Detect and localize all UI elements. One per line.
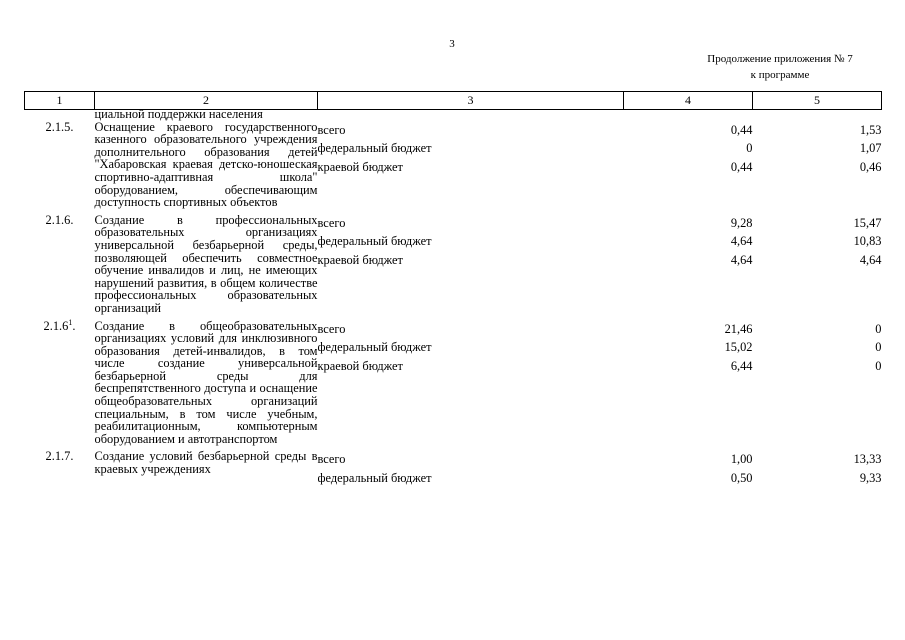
funding-sources [318, 121, 624, 214]
column-5-values [753, 121, 882, 214]
value-cell: 6,44 [730, 358, 753, 373]
value-cell: 0,46 [859, 159, 882, 174]
column-5-values [753, 214, 882, 320]
page-number: 3 [449, 38, 455, 50]
row-number [25, 317, 95, 451]
table-row [25, 121, 882, 214]
value-cell: 15,47 [853, 215, 882, 230]
column-4-values [624, 121, 753, 214]
source-label: всего [317, 321, 346, 336]
source-label: всего [317, 122, 346, 137]
row-number-suffix: . [72, 318, 76, 333]
row-number-text: 2.1.6 [43, 318, 69, 333]
source-label: краевой бюджет [317, 252, 403, 267]
value-cell: 0 [875, 340, 882, 354]
value-cell: 0,50 [730, 470, 753, 485]
funding-sources [318, 450, 624, 487]
source-label: федеральный бюджет [317, 470, 432, 485]
value-cell: 1,53 [859, 122, 882, 137]
table-row [25, 320, 882, 451]
value-cell: 4,64 [730, 234, 753, 249]
value-cell: 0,44 [730, 122, 753, 137]
row-number: 2.1.7. [45, 449, 74, 464]
value-cell: 4,64 [730, 252, 753, 267]
table-row [25, 450, 882, 487]
source-label: федеральный бюджет [317, 340, 432, 354]
table-row [25, 214, 882, 320]
measure-name: Оснащение краевого государственного казенного образовательного учреждения дополнительного образования детей "Хабаровская краевая детско-юношеская спортивно-адаптивная школа" оборудованием, обеспечивающим доступность спортивных объектов [94, 119, 318, 210]
column-4-values [624, 214, 753, 320]
source-label: всего [317, 452, 346, 467]
program-funding-table [24, 91, 882, 487]
value-cell: 9,28 [730, 215, 753, 230]
row-number-superscript: 1 [68, 317, 73, 327]
row-number: 2.1.6. [45, 212, 74, 227]
source-label: федеральный бюджет [317, 234, 432, 249]
source-label: краевой бюджет [317, 358, 403, 373]
value-cell: 0,44 [730, 159, 753, 174]
measure-name: Создание в общеобразовательных организациях условий для инклюзивного образования детей-инвалидов, в том числе создание универсальной безбарьерной среды для беспрепятственного доступа и оснащение общеобразовательных организаций специальным, в том числе учебным, реабилитационным, компьютерным оборудованием и автотранспортом [94, 318, 318, 446]
funding-sources [318, 320, 624, 451]
funding-sources [318, 214, 624, 320]
column-header-3: 3 [318, 92, 624, 110]
value-cell: 9,33 [859, 470, 882, 485]
value-cell: 0 [875, 321, 882, 336]
value-cell: 1,00 [730, 452, 753, 467]
appendix-continuation-note [680, 51, 880, 83]
value-cell: 15,02 [724, 340, 753, 354]
value-cell: 13,33 [853, 452, 882, 467]
continuation-line-2: к программе [750, 69, 810, 81]
continuation-line-1: Продолжение приложения № 7 [707, 53, 853, 65]
carried-text: циальной поддержки населения [94, 107, 263, 121]
value-cell: 21,46 [724, 321, 753, 336]
column-header-1: 1 [25, 92, 95, 110]
column-header-2: 2 [95, 92, 318, 110]
source-label: краевой бюджет [317, 159, 403, 174]
column-4-values [624, 320, 753, 451]
value-cell: 10,83 [853, 234, 882, 249]
value-cell: 0 [875, 358, 882, 373]
carried-over-text [94, 107, 318, 121]
source-label: федеральный бюджет [317, 141, 432, 156]
carried-over-row [25, 110, 882, 121]
column-header-5: 5 [753, 92, 882, 110]
row-number: 2.1.5. [45, 119, 74, 134]
value-cell: 0 [746, 141, 753, 156]
value-cell: 1,07 [859, 141, 882, 156]
column-5-values [753, 450, 882, 487]
column-5-values [753, 320, 882, 451]
column-4-values [624, 450, 753, 487]
measure-name: Создание в профессиональных образовательных организациях универсальной безбарьерной среды, позволяющей обеспечить совместное обучение инвалидов и лиц, не имеющих нарушений развития, в общем количестве профессиональных образовательных организаций [94, 212, 318, 315]
measure-name: Создание условий безбарьерной среды в краевых учреждениях [94, 449, 318, 477]
source-label: всего [317, 215, 346, 230]
column-header-4: 4 [624, 92, 753, 110]
value-cell: 4,64 [859, 252, 882, 267]
